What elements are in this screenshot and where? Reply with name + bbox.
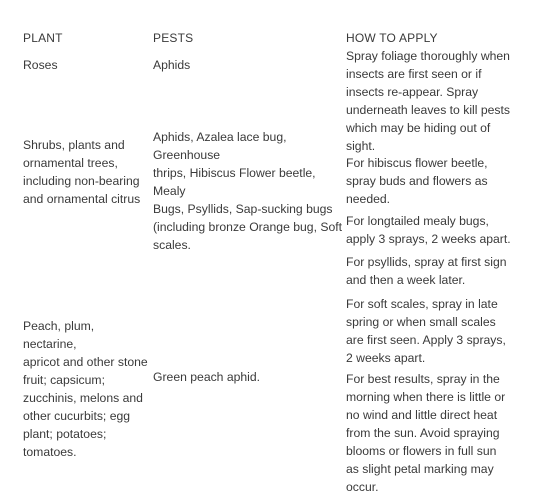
instruction-2: For hibiscus flower beetle, spray buds and flowers as needed. — [346, 156, 488, 206]
row-2-pests: Aphids, Azalea lace bug, Greenhouse thrips, Hibiscus Flower beetle, Mealy Bugs, Psyllids, Sap-sucking bugs (including bronze Orange bug, Soft scales. — [153, 130, 343, 252]
row-3-pests: Green peach aphid. — [153, 370, 261, 384]
header-how-to-apply: HOW TO APPLY — [346, 31, 438, 45]
instruction-4: For psyllids, spray at first sign and then a week later. — [346, 255, 507, 287]
row-1-plant: Roses — [23, 58, 58, 72]
instruction-5: For soft scales, spray in late spring or when small scales are first seen. Apply 3 sprays, 2 weeks apart. — [346, 297, 506, 365]
header-pests: PESTS — [153, 31, 194, 45]
row-2-plant: Shrubs, plants and ornamental trees, including non-bearing and ornamental citrus — [23, 138, 141, 206]
instruction-1: Spray foliage thoroughly when insects are first seen or if insects re-appear. Spray underneath leaves to kill pests which may be hiding out of sight. — [346, 49, 510, 153]
instruction-3: For longtailed mealy bugs, apply 3 sprays, 2 weeks apart. — [346, 214, 511, 246]
row-3-plant: Peach, plum, nectarine, apricot and other stone fruit; capsicum; zucchinis, melons and other cucurbits; egg plant; potatoes; tomatoes. — [23, 319, 148, 459]
row-1-pests: Aphids — [153, 58, 191, 72]
instruction-6: For best results, spray in the morning when there is little or no wind and little direct heat from the sun. Avoid spraying blooms or flowers in full sun as slight petal marking may occur. — [346, 372, 506, 494]
header-plant: PLANT — [23, 31, 63, 45]
